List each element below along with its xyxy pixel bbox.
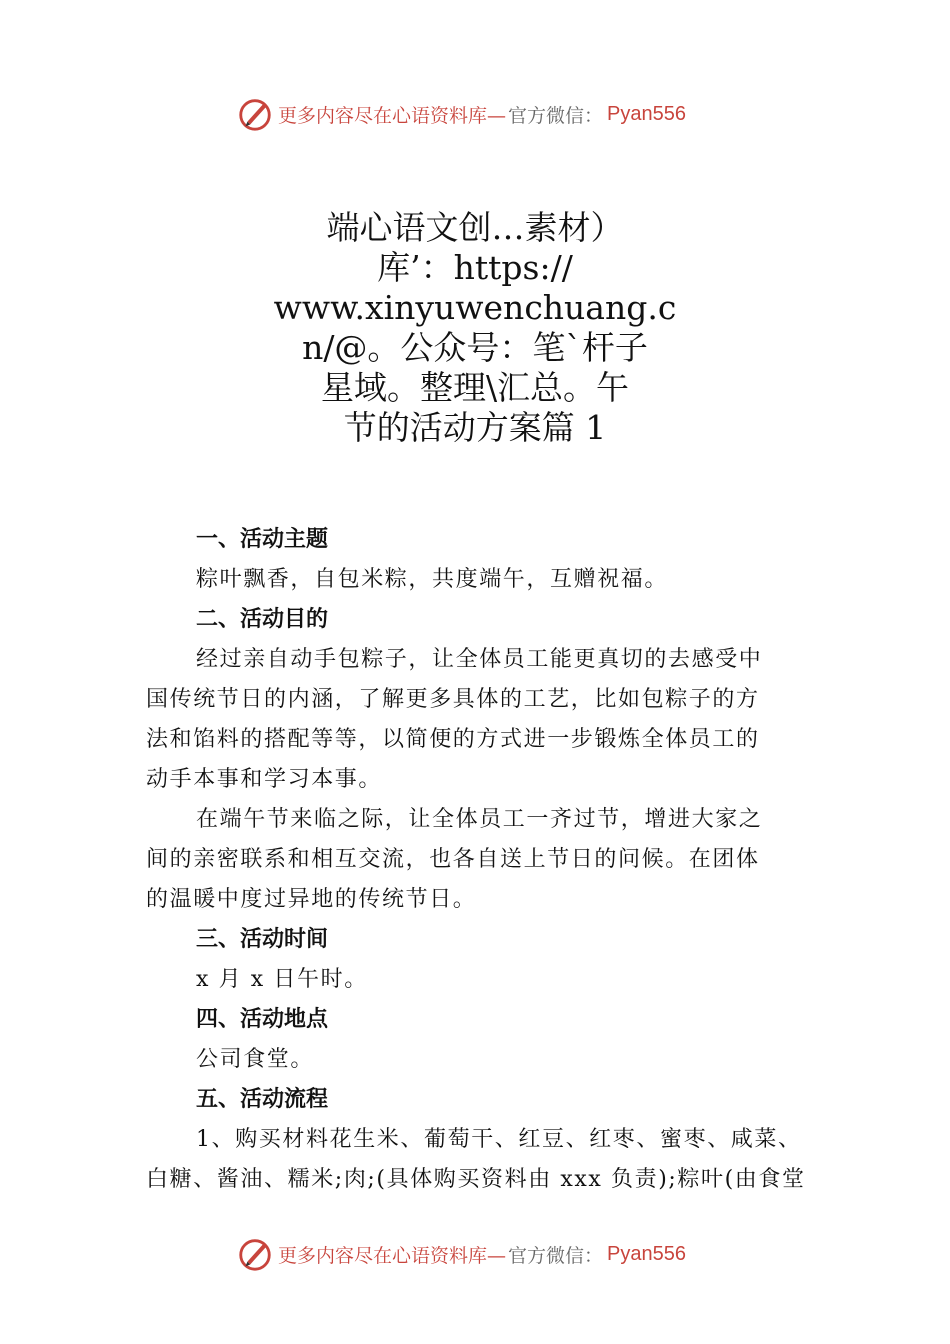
paragraph-line: 法和馅料的搭配等等，以简便的方式进一步锻炼全体员工的 <box>146 727 760 752</box>
banner-wechat-label: 官方微信： <box>508 104 604 127</box>
paragraph-line: 公司食堂。 <box>196 1047 315 1072</box>
pen-logo-icon <box>236 1235 274 1273</box>
paragraph-line: 粽叶飘香，自包米粽，共度端午，互赠祝福。 <box>196 567 669 592</box>
paragraph-line: 经过亲自动手包粽子，让全体员工能更真切的去感受中 <box>196 647 763 672</box>
section-heading-purpose: 二、活动目的 <box>196 607 329 632</box>
footer-banner <box>236 1234 736 1274</box>
title-line: 星域。整理\汇总。午 <box>320 368 630 407</box>
document-title <box>200 208 750 448</box>
section-heading-process: 五、活动流程 <box>196 1087 329 1112</box>
banner-wechat-id: Pyan556 <box>607 1242 686 1265</box>
banner-text: 更多内容尽在心语资料库— <box>278 1244 507 1267</box>
paragraph-line: 国传统节日的内涵，了解更多具体的工艺，比如包粽子的方 <box>146 687 760 712</box>
section-heading-theme: 一、活动主题 <box>196 527 329 552</box>
paragraph-line: x 月 x 日午时。 <box>196 967 368 992</box>
paragraph-line: 1、购买材料花生米、葡萄干、红豆、红枣、蜜枣、咸菜、 <box>196 1127 802 1152</box>
paragraph-line: 动手本事和学习本事。 <box>146 767 383 792</box>
header-banner <box>236 94 736 134</box>
title-line: www.xinyuwenchuang.c <box>273 288 677 327</box>
section-heading-location: 四、活动地点 <box>196 1007 329 1032</box>
paragraph-line: 在端午节来临之际，让全体员工一齐过节，增进大家之 <box>196 807 763 832</box>
title-line: 端心语文创…素材） <box>326 208 624 247</box>
title-line: 节的活动方案篇 1 <box>343 408 607 447</box>
pen-logo-icon <box>236 95 274 133</box>
banner-wechat-id: Pyan556 <box>607 102 686 125</box>
banner-text: 更多内容尽在心语资料库— <box>278 104 507 127</box>
title-line: n/@。公众号：笔`杆子 <box>302 328 648 367</box>
paragraph-line: 的温暖中度过异地的传统节日。 <box>146 887 477 912</box>
document-body <box>146 520 810 1200</box>
banner-wechat-label: 官方微信： <box>508 1244 604 1267</box>
paragraph-line: 白糖、酱油、糯米;肉;(具体购买资料由 xxx 负责);粽叶(由食堂 <box>146 1167 806 1192</box>
paragraph-line: 间的亲密联系和相互交流，也各自送上节日的问候。在团体 <box>146 847 760 872</box>
title-line: 库’：https:// <box>377 248 573 287</box>
section-heading-time: 三、活动时间 <box>196 927 329 952</box>
